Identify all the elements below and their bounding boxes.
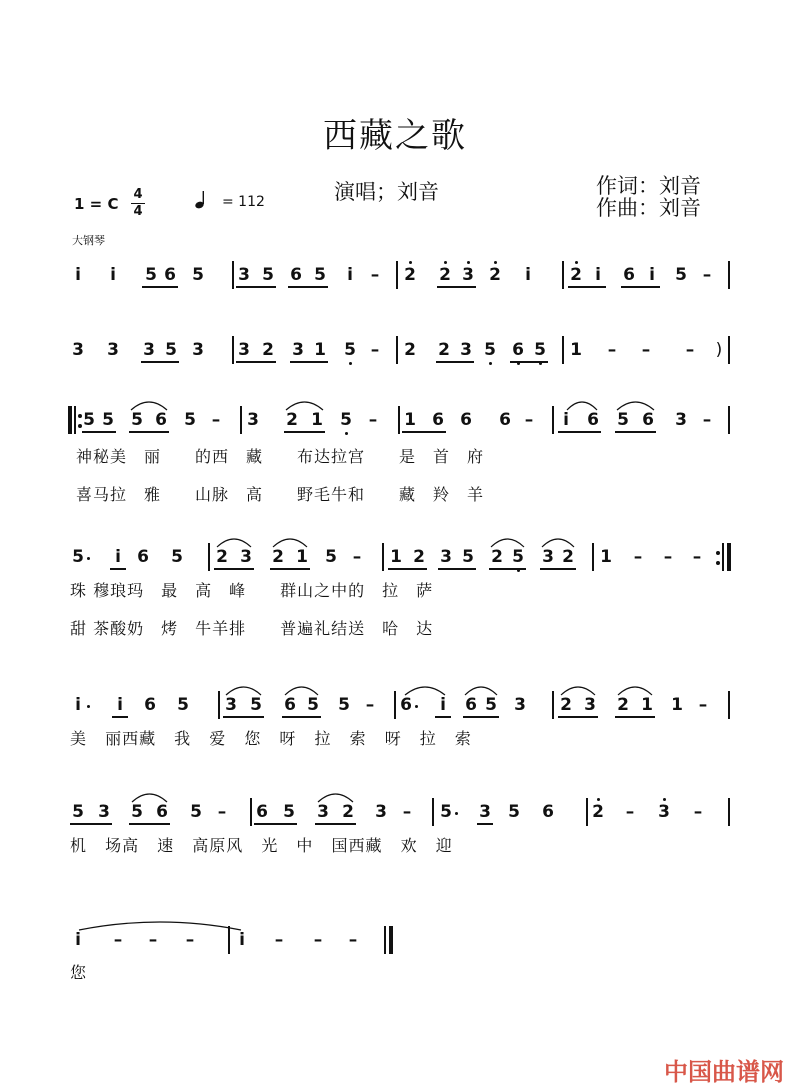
underline-beam [510,361,548,363]
slur-arc [78,917,242,931]
jianpu-note: – [348,930,358,950]
repeat-dot [716,561,720,565]
song-title: 西藏之歌 [323,116,467,156]
slur-arc [317,789,354,803]
jianpu-note: 6 [155,410,167,430]
lyrics-row4-verse1: 珠 穆琅玛 最 高 峰 群山之中的 拉 萨 [70,581,434,600]
barline [384,926,386,954]
slur-arc [272,534,308,548]
jianpu-note: 5 [675,265,687,285]
jianpu-note: – [370,340,380,360]
jianpu-note: 3 [247,410,259,430]
jianpu-note: 5 [283,802,295,822]
jianpu-note: – [693,802,703,822]
jianpu-note: – [352,547,362,567]
jianpu-note: 1 [671,695,683,715]
high-octave-dot [597,798,600,801]
jianpu-note: – [365,695,375,715]
underline-beam [142,286,178,288]
jianpu-note: 5 [344,340,356,360]
phrase-bracket: ) [715,340,723,360]
underline-beam [129,431,169,433]
jianpu-note: – [113,930,123,950]
jianpu-note: 2 [413,547,425,567]
jianpu-note: 5 [131,410,143,430]
underline-beam [568,286,606,288]
slur-arc [490,534,525,548]
jianpu-note: 5 [462,547,474,567]
jianpu-note: 1 [296,547,308,567]
jianpu-note: 5 [484,340,496,360]
underline-beam [436,361,474,363]
repeat-dot [716,551,720,555]
jianpu-note: 6 [587,410,599,430]
underline-beam [70,823,112,825]
jianpu-note: i [649,265,655,285]
jianpu-note: 1 [641,695,653,715]
jianpu-note: 2 [342,802,354,822]
jianpu-note: 2 [286,410,298,430]
jianpu-note: 6 [137,547,149,567]
jianpu-note: 2 [617,695,629,715]
barline [382,543,384,571]
underline-beam [315,823,356,825]
jianpu-note: 2 [491,547,503,567]
repeat-end-thick [727,543,731,571]
jianpu-note: i [115,547,121,567]
slur-arc [131,789,168,803]
underline-beam [254,823,297,825]
jianpu-note: 5 [485,695,497,715]
high-octave-dot [409,261,412,264]
jianpu-note: 5 [72,547,84,567]
jianpu-note: 3 [292,340,304,360]
barline [432,798,434,826]
jianpu-note: 2 [439,265,451,285]
underline-beam [284,431,325,433]
lyrics-row4-verse2: 甜 茶酸奶 烤 牛羊排 普遍礼结送 哈 达 [70,619,434,638]
jianpu-note: 3 [460,340,472,360]
jianpu-note: 3 [238,265,250,285]
underline-beam [558,716,598,718]
underline-beam [82,431,116,433]
slur-arc [284,682,319,696]
jianpu-note: i [239,930,245,950]
underline-beam [615,431,656,433]
jianpu-note: – [185,930,195,950]
barline [232,261,234,289]
jianpu-note: 3 [584,695,596,715]
barline [74,406,76,434]
tempo-marking: = 112 [222,194,265,210]
high-octave-dot [467,261,470,264]
jianpu-note: 1 [600,547,612,567]
jianpu-note: – [698,695,708,715]
jianpu-note: i [117,695,123,715]
underline-beam [437,286,476,288]
jianpu-note: 3 [107,340,119,360]
slur-arc [285,397,324,411]
jianpu-note: 1 [311,410,323,430]
underline-beam [477,823,493,825]
jianpu-note: – [402,802,412,822]
jianpu-note: 3 [238,340,250,360]
jianpu-note: 2 [489,265,501,285]
barline [586,798,588,826]
jianpu-note: – [641,340,651,360]
barline [562,336,564,364]
underline-beam [110,568,126,570]
performer-credit: 演唱；刘音 [334,180,439,204]
augmentation-dot [415,705,418,708]
jianpu-note: 6 [460,410,472,430]
jianpu-note: 6 [156,802,168,822]
slur-arc [225,682,262,696]
underline-beam [402,431,446,433]
jianpu-note: 6 [499,410,511,430]
underline-beam [288,286,328,288]
jianpu-note: 5 [314,265,326,285]
high-octave-dot [494,261,497,264]
jianpu-note: 5 [184,410,196,430]
jianpu-note: 3 [225,695,237,715]
jianpu-note: – [368,410,378,430]
low-octave-dot [349,362,352,365]
repeat-start-thick [68,406,72,434]
low-octave-dot [345,432,348,435]
jianpu-note: 5 [440,802,452,822]
lyrics-row5: 美 丽西藏 我 爱 您 呀 拉 索 呀 拉 索 [70,729,472,748]
jianpu-note: 1 [390,547,402,567]
composer-credit: 作曲：刘音 [596,196,701,220]
underline-beam [270,568,310,570]
slur-arc [560,682,596,696]
jianpu-note: 6 [623,265,635,285]
jianpu-note: – [663,547,673,567]
jianpu-note: i [440,695,446,715]
jianpu-note: 5 [617,410,629,430]
barline [562,261,564,289]
jianpu-note: – [633,547,643,567]
jianpu-note: 6 [465,695,477,715]
barline [728,691,730,719]
jianpu-note: 5 [534,340,546,360]
time-signature-bottom: 4 [133,204,143,219]
barline [232,336,234,364]
key-signature: 1 = C [74,195,119,213]
jianpu-note: 2 [272,547,284,567]
jianpu-note: – [702,410,712,430]
lyricist-credit: 作词：刘音 [596,174,701,198]
jianpu-note: 3 [375,802,387,822]
jianpu-note: 5 [512,547,524,567]
jianpu-note: 3 [479,802,491,822]
underline-beam [463,716,499,718]
underline-beam [214,568,254,570]
jianpu-note: 2 [404,265,416,285]
jianpu-note: 2 [570,265,582,285]
barline [552,691,554,719]
barline [728,406,730,434]
jianpu-note: 5 [250,695,262,715]
high-octave-dot [663,798,666,801]
jianpu-note: 5 [340,410,352,430]
jianpu-note: 6 [284,695,296,715]
augmentation-dot [455,812,458,815]
jianpu-note: 6 [400,695,412,715]
jianpu-note: 6 [512,340,524,360]
jianpu-note: – [211,410,221,430]
jianpu-note: 3 [143,340,155,360]
jianpu-note: 5 [508,802,520,822]
underline-beam [282,716,321,718]
jianpu-note: – [685,340,695,360]
barline [394,691,396,719]
high-octave-dot [575,261,578,264]
jianpu-note: i [595,265,601,285]
jianpu-note: 3 [98,802,110,822]
underline-beam [615,716,655,718]
jianpu-note: 5 [307,695,319,715]
barline [240,406,242,434]
watermark: 中国曲谱网 [664,1058,784,1086]
jianpu-note: 1 [570,340,582,360]
time-signature-top: 4 [133,187,143,202]
barline [250,798,252,826]
underline-beam [540,568,576,570]
jianpu-note: 3 [440,547,452,567]
jianpu-note: 3 [675,410,687,430]
quarter-note-icon [195,190,207,210]
jianpu-note: – [313,930,323,950]
jianpu-note: 6 [542,802,554,822]
jianpu-note: 2 [262,340,274,360]
barline [396,261,398,289]
jianpu-note: 6 [144,695,156,715]
jianpu-note: 5 [102,410,114,430]
underline-beam [438,568,476,570]
underline-beam [236,286,276,288]
jianpu-note: 5 [192,265,204,285]
jianpu-note: 5 [145,265,157,285]
low-octave-dot [489,362,492,365]
underline-beam [141,361,179,363]
jianpu-note: 3 [462,265,474,285]
jianpu-note: 3 [192,340,204,360]
jianpu-note: 6 [164,265,176,285]
slur-arc [216,534,252,548]
jianpu-note: i [75,265,81,285]
jianpu-note: i [347,265,353,285]
jianpu-note: – [607,340,617,360]
underline-beam [489,568,526,570]
lyrics-row7: 您 [70,963,88,982]
augmentation-dot [87,705,90,708]
jianpu-note: 2 [404,340,416,360]
slur-arc [617,682,653,696]
augmentation-dot [87,557,90,560]
barline [208,543,210,571]
high-octave-dot [444,261,447,264]
jianpu-note: 2 [562,547,574,567]
jianpu-note: 5 [190,802,202,822]
jianpu-note: 5 [83,410,95,430]
slur-arc [404,682,446,696]
barline [728,261,730,289]
underline-beam [112,716,128,718]
jianpu-note: – [217,802,227,822]
jianpu-note: i [75,930,81,950]
underline-beam [129,823,170,825]
jianpu-note: – [274,930,284,950]
jianpu-note: 5 [165,340,177,360]
jianpu-note: 6 [290,265,302,285]
jianpu-note: 3 [514,695,526,715]
jianpu-note: 6 [256,802,268,822]
jianpu-note: – [148,930,158,950]
underline-beam [236,361,276,363]
jianpu-note: 6 [642,410,654,430]
jianpu-note: 2 [216,547,228,567]
slur-arc [616,397,655,411]
underline-beam [621,286,660,288]
jianpu-note: 6 [432,410,444,430]
jianpu-note: 5 [131,802,143,822]
jianpu-note: i [563,410,569,430]
jianpu-note: – [692,547,702,567]
jianpu-note: 3 [658,802,670,822]
jianpu-note: 3 [317,802,329,822]
jianpu-note: 1 [404,410,416,430]
jianpu-note: – [524,410,534,430]
jianpu-note: 1 [314,340,326,360]
lyrics-row3-verse1: 神秘美 丽 的西 藏 布达拉宫 是 首 府 [76,447,485,466]
jianpu-note: i [525,265,531,285]
jianpu-note: – [702,265,712,285]
jianpu-note: i [75,695,81,715]
jianpu-note: 5 [177,695,189,715]
slur-arc [541,534,575,548]
slur-arc [130,397,168,411]
jianpu-note: 5 [338,695,350,715]
barline [592,543,594,571]
underline-beam [435,716,451,718]
barline [728,336,730,364]
jianpu-note: i [110,265,116,285]
instrument-label: 大钢琴 [72,234,105,247]
barline [398,406,400,434]
jianpu-note: 5 [72,802,84,822]
barline [396,336,398,364]
barline [722,543,724,571]
jianpu-note: 3 [542,547,554,567]
barline [728,798,730,826]
final-barline-thick [389,926,393,954]
jianpu-note: 2 [560,695,572,715]
slur-arc [566,397,598,411]
jianpu-note: 5 [171,547,183,567]
barline [218,691,220,719]
underline-beam [558,431,601,433]
slur-arc [464,682,498,696]
jianpu-note: 3 [240,547,252,567]
jianpu-note: 5 [262,265,274,285]
underline-beam [290,361,328,363]
jianpu-note: – [625,802,635,822]
lyrics-row6: 机 场高 速 高原风 光 中 国西藏 欢 迎 [70,836,453,855]
underline-beam [223,716,264,718]
jianpu-note: 5 [325,547,337,567]
jianpu-note: 3 [72,340,84,360]
jianpu-note: 2 [438,340,450,360]
underline-beam [388,568,427,570]
barline [552,406,554,434]
lyrics-row3-verse2: 喜马拉 雅 山脉 高 野毛牛和 藏 羚 羊 [76,485,485,504]
jianpu-note: 2 [592,802,604,822]
jianpu-note: – [370,265,380,285]
